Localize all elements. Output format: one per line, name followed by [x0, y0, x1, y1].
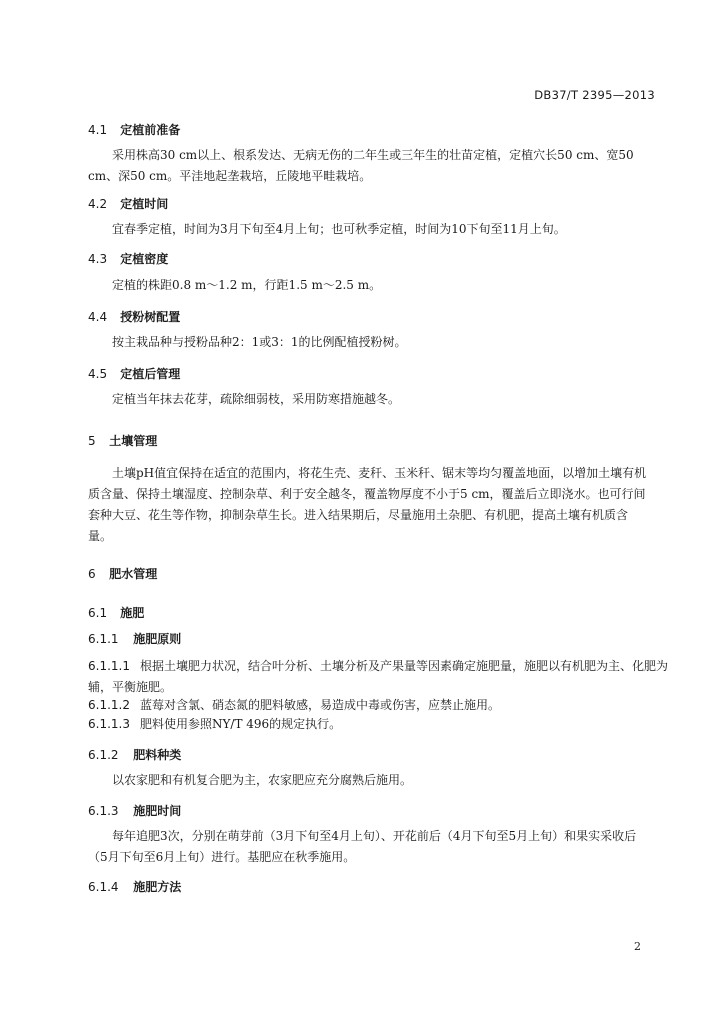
clause-text: 根据土壤肥力状况，结合叶分析、土壤分析及产果量等因素确定施肥量，施肥以有机肥为主、化肥为辅，平衡施肥。: [88, 659, 668, 694]
paragraph-4-1: 采用株高30 cm以上、根系发达、无病无伤的二年生或三年生的壮苗定植，定植穴长50 cm、宽50 cm、深50 cm。平洼地起垄栽培，丘陵地平畦栽培。: [88, 148, 634, 183]
page-number: 2: [634, 940, 641, 953]
paragraph-6-1-3: 每年追肥3次，分别在萌芽前（3月下旬至4月上旬）、开花前后（4月下旬至5月上旬）和果实采收后（5月下旬至6月上旬）进行。基肥应在秋季施用。: [88, 829, 637, 864]
section-number: 6.1: [88, 606, 108, 620]
heading-6-1-4: [88, 878, 181, 895]
section-title: 定植密度: [120, 252, 169, 266]
clause-number: 6.1.1.1: [88, 659, 130, 673]
paragraph-5: 土壤pH值宜保持在适宜的范围内，将花生壳、麦秆、玉米秆、锯末等均匀覆盖地面，以增加土壤有机质含量、保持土壤湿度、控制杂草、利于安全越冬，覆盖物厚度不小于5 cm，覆盖后立即浇水。也可行间套种大豆、花生等作物，抑制杂草生长。进入结果期后，尽量施用土杂肥、有机肥，提高土壤有机质含量。: [88, 466, 647, 543]
section-number: 5: [88, 434, 96, 448]
section-title: 施肥: [120, 606, 145, 620]
section-number: 6.1.2: [88, 748, 119, 762]
document-code: DB37/T 2395—2013: [534, 88, 655, 102]
clause-number: 6.1.1.3: [88, 717, 130, 731]
clause-6-1-1-1: [88, 656, 668, 698]
paragraph-6-1-2: 以农家肥和有机复合肥为主，农家肥应充分腐熟后施用。: [112, 773, 413, 787]
section-title: 肥水管理: [109, 567, 158, 581]
heading-4-1: [88, 121, 180, 138]
heading-6-1-1: [88, 630, 181, 647]
paragraph-4-3: 定植的株距0.8 m～1.2 m，行距1.5 m～2.5 m。: [112, 278, 382, 292]
heading-4-4: [88, 308, 180, 325]
section-title: 定植时间: [120, 197, 169, 211]
section-title: 肥料种类: [133, 748, 182, 762]
section-number: 6.1.4: [88, 880, 119, 894]
heading-4-3: [88, 250, 168, 267]
clause-6-1-1-2: [88, 695, 668, 716]
heading-4-5: [88, 365, 180, 382]
heading-5: [88, 432, 157, 449]
section-title: 定植后管理: [120, 367, 181, 381]
section-number: 4.1: [88, 123, 108, 137]
section-number: 4.3: [88, 252, 108, 266]
section-number: 4.2: [88, 197, 108, 211]
clause-6-1-1-3: [88, 714, 668, 735]
section-number: 4.5: [88, 367, 108, 381]
section-number: 6: [88, 567, 96, 581]
paragraph-4-4: 按主栽品种与授粉品种2：1或3：1的比例配植授粉树。: [112, 335, 407, 349]
section-title: 施肥原则: [133, 632, 182, 646]
clause-number: 6.1.1.2: [88, 698, 130, 712]
paragraph-4-5: 定植当年抹去花芽，疏除细弱枝，采用防寒措施越冬。: [112, 392, 401, 406]
clause-text: 肥料使用参照NY/T 496的规定执行。: [139, 717, 342, 731]
section-title: 定植前准备: [120, 123, 181, 137]
heading-6-1: [88, 604, 144, 621]
section-title: 施肥时间: [133, 804, 182, 818]
section-title: 授粉树配置: [120, 310, 181, 324]
paragraph-4-2: 宜春季定植，时间为3月下旬至4月上旬；也可秋季定植，时间为10下旬至11月上旬。: [112, 222, 566, 236]
clause-text: 蓝莓对含氯、硝态氮的肥料敏感，易造成中毒或伤害，应禁止施用。: [139, 698, 500, 712]
section-title: 施肥方法: [133, 880, 182, 894]
section-number: 6.1.3: [88, 804, 119, 818]
heading-4-2: [88, 195, 168, 212]
section-number: 4.4: [88, 310, 108, 324]
heading-6-1-3: [88, 802, 181, 819]
section-title: 土壤管理: [109, 434, 158, 448]
heading-6: [88, 565, 157, 582]
heading-6-1-2: [88, 746, 181, 763]
section-number: 6.1.1: [88, 632, 119, 646]
